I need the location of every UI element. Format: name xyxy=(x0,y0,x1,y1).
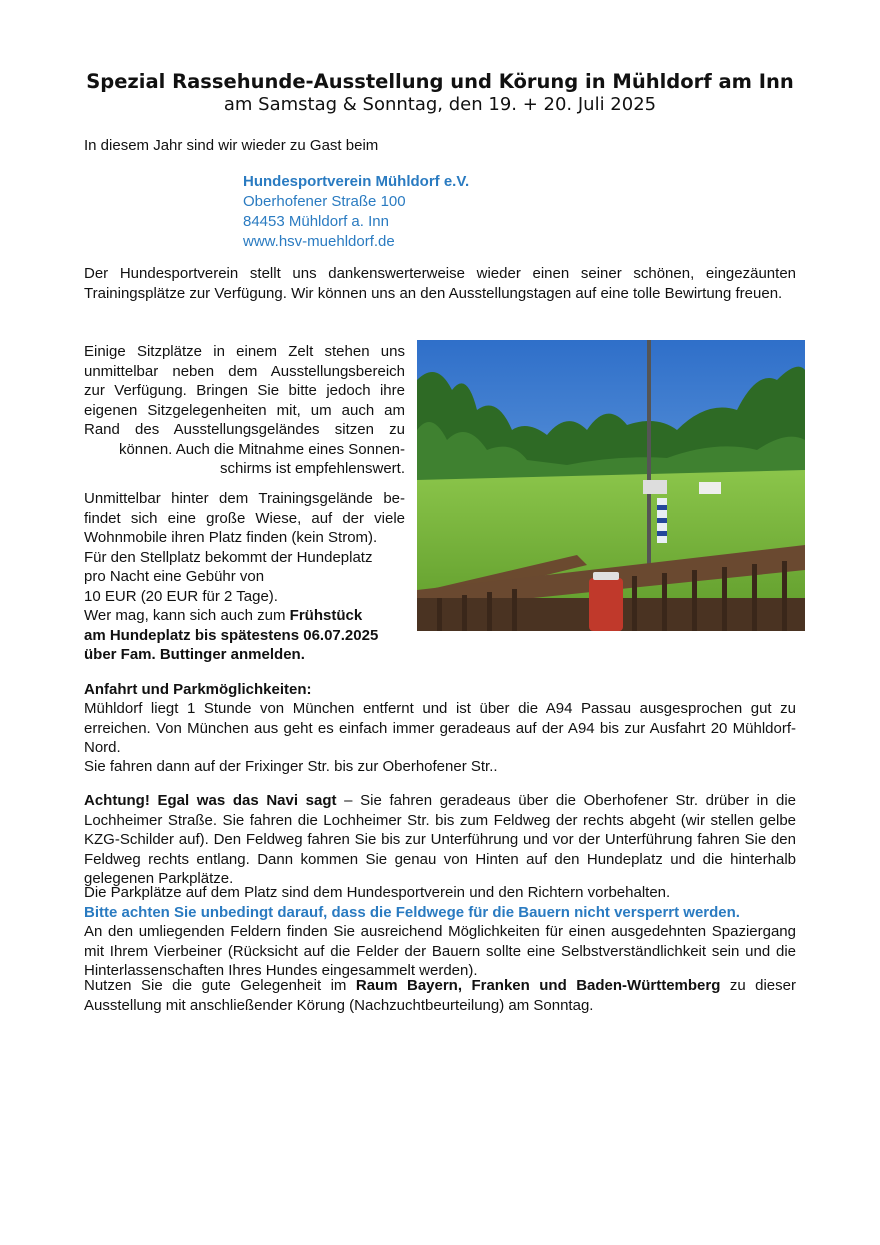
warning-text: – Sie fahren geradeaus über die Oberhofener Str. drüber in die Lochheimer Straße. Sie fahren die Lochheimer Str. bis zum Feldweg der rechts abgeht (wir stellen gelbe KZG-Schilder auf). Den Feldweg fahren Sie bis zur Unterführung und vor der Unterführung fahren Sie den Feldweg rechts entlang. Dann kommen Sie genau von Hinten auf den Hundeplatz und die hinterhalb gelegenen Parkplätze. xyxy=(84,792,797,887)
training-paragraph: Der Hundesportverein stellt uns dankenswerterweise wieder einen seiner schönen, eingezäunten Trainingsplätze zur Verfügung. Wir können uns an den Ausstellungstagen auf eine tolle Bewirtung freuen. xyxy=(84,265,796,302)
training-ground-photo xyxy=(417,340,805,631)
directions-text-2: Sie fahren dann auf der Frixinger Str. bis zur Oberhofener Str.. xyxy=(84,758,498,775)
farm-notice: Bitte achten Sie unbedingt darauf, dass die Feldwege für die Bauern nicht versperrt werden. xyxy=(84,904,740,921)
warning-paragraph xyxy=(84,791,796,889)
camping-line: 10 EUR (20 EUR für 2 Tage). xyxy=(84,587,278,605)
venue-website-link[interactable]: www.hsv-muehldorf.de xyxy=(243,233,395,250)
seating-line: Rand des Ausstellungsgeländes sitzen zu xyxy=(84,421,405,438)
venue-city: 84453 Mühldorf a. Inn xyxy=(243,213,389,230)
venue-address xyxy=(243,172,469,252)
venue-street: Oberhofener Straße 100 xyxy=(243,193,406,210)
parking-text: Die Parkplätze auf dem Platz sind dem Hundesportverein und den Richtern vorbehalten. xyxy=(84,884,671,901)
seating-paragraph xyxy=(84,342,405,479)
intro-text: In diesem Jahr sind wir wieder zu Gast beim xyxy=(84,137,379,154)
camping-line: Wohnmobile ihren Platz finden (kein Strom). xyxy=(84,529,378,546)
seating-line: Einige Sitzplätze in einem Zelt stehen uns xyxy=(84,343,405,360)
camping-line: Unmittelbar hinter dem Trainingsgelände be- xyxy=(84,490,405,507)
page-title: Spezial Rassehunde-Ausstellung und Körung in Mühldorf am Inn xyxy=(86,70,794,93)
seating-line: eigenen Sitzgelegenheiten mit, um auch am xyxy=(84,401,405,419)
seating-line: zur Verfügung. Bringen Sie bitte jedoch ihre xyxy=(84,382,405,399)
seating-line: können. Auch die Mitnahme eines Sonnen- xyxy=(118,440,405,458)
breakfast-bold: Frühstück xyxy=(289,607,363,624)
camping-line: findet sich eine große Wiese, auf der viele xyxy=(84,509,405,527)
closing-bold: Raum Bayern, Franken und Baden-Württemberg xyxy=(355,977,721,994)
breakfast-line xyxy=(84,606,405,626)
directions-heading: Anfahrt und Parkmöglichkeiten: xyxy=(84,681,312,698)
seating-line: unmittelbar neben dem Ausstellungsbereich xyxy=(84,362,405,380)
venue-name: Hundesportverein Mühldorf e.V. xyxy=(243,173,470,190)
closing-prefix: Nutzen Sie die gute Gelegenheit im xyxy=(84,977,356,994)
directions-text: Mühldorf liegt 1 Stunde von München entfernt und ist über die A94 Passau ausgesprochen gut zu erreichen. Von München aus geht es einfach immer geradeaus auf der A94 bis zur Ausfahrt 20 Mühldorf-Nord. xyxy=(84,700,796,756)
closing-suffix: zu dieser Ausstellung mit anschließender Körung (Nachzuchtbeurteilung) am Sonntag. xyxy=(84,977,796,1014)
closing-paragraph xyxy=(84,976,796,1015)
breakfast-contact: über Fam. Buttinger anmelden. xyxy=(84,646,305,663)
walk-text: An den umliegenden Feldern finden Sie ausreichend Möglichkeiten für einen ausgedehnten Spaziergang mit Ihrem Vierbeiner (Rücksicht auf die Felder der Bauern sollte eine Selbstverständlichkeit sein und die Hinterlassenschaften Ihres Hundes eingesammelt werden). xyxy=(84,923,796,979)
warning-bold: Achtung! Egal was das Navi sagt xyxy=(84,792,337,809)
camping-line: pro Nacht eine Gebühr von xyxy=(84,568,265,585)
seating-line: schirms ist empfehlenswert. xyxy=(219,460,405,477)
breakfast-deadline: am Hundeplatz bis spätestens 06.07.2025 xyxy=(84,626,379,644)
page-subtitle: am Samstag & Sonntag, den 19. + 20. Juli 2025 xyxy=(223,94,657,115)
camping-line: Für den Stellplatz bekommt der Hundeplatz xyxy=(84,548,373,566)
breakfast-prefix: Wer mag, kann sich auch zum xyxy=(84,607,290,624)
camping-paragraph xyxy=(84,489,405,665)
